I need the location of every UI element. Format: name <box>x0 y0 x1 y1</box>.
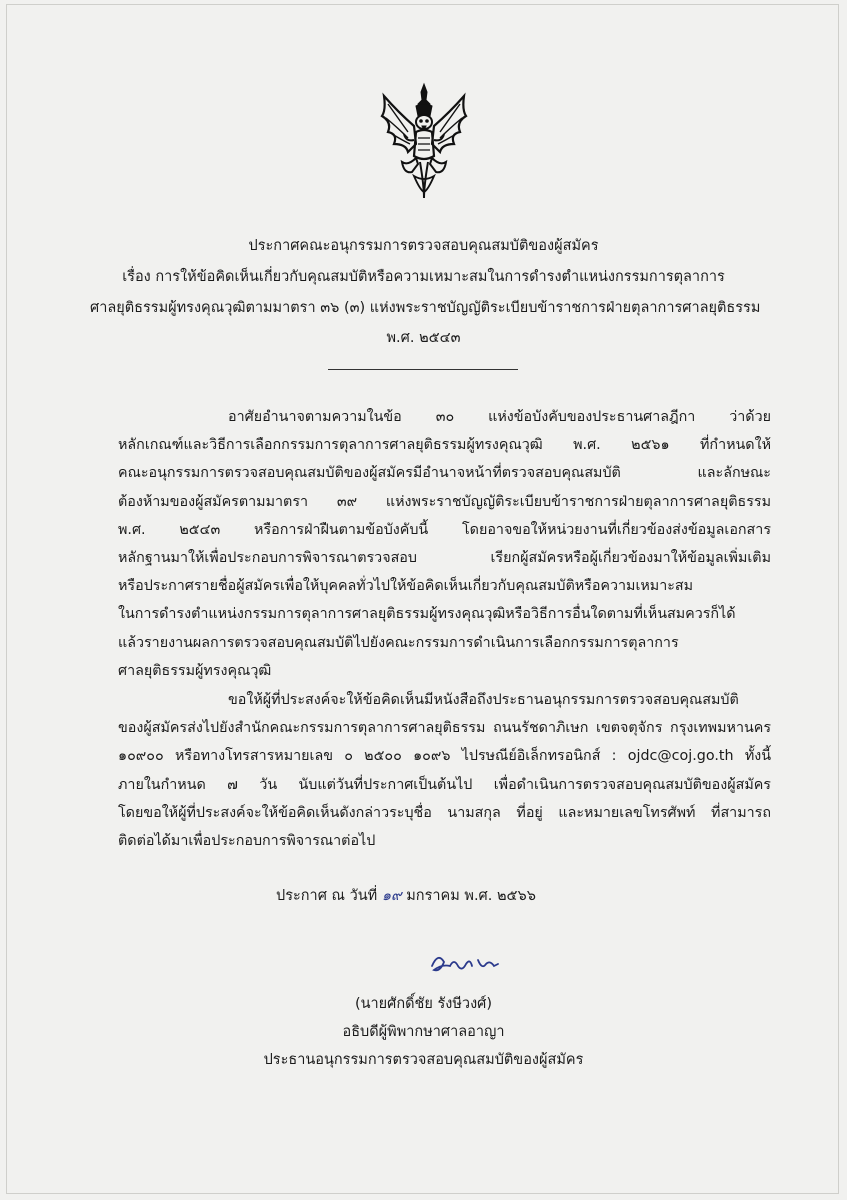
subject-year: พ.ศ. ๒๕๔๓ <box>386 330 461 346</box>
paragraph-submission <box>118 686 771 855</box>
date-prefix: ประกาศ ณ วันที่ <box>276 888 378 904</box>
announcement-date <box>276 884 536 907</box>
paragraph-line: ต้องห้ามของผู้สมัครตามมาตรา ๓๙ แห่งพระราชบัญญัติระเบียบข้าราชการฝ่ายตุลาการศาลยุติธรรม <box>118 493 771 510</box>
paragraph-line: ในการดำรงตำแหน่งกรรมการตุลาการศาลยุติธรรมผู้ทรงคุณวุฒิหรือวิธีการอื่นใดตามที่เห็นสมควรก็ได้ <box>118 606 736 623</box>
paragraph-line: หลักเกณฑ์และวิธีการเลือกกรรมการตุลาการศาลยุติธรรมผู้ทรงคุณวุฒิ พ.ศ. ๒๕๖๑ ที่กำหนดให้ <box>118 437 771 454</box>
announcement-heading: ประกาศคณะอนุกรรมการตรวจสอบคุณสมบัติของผู้สมัคร <box>248 238 599 254</box>
paragraph-line: แล้วรายงานผลการตรวจสอบคุณสมบัติไปยังคณะกรรมการดำเนินการเลือกกรรมการตุลาการ <box>118 634 679 651</box>
paragraph-line: คณะอนุกรรมการตรวจสอบคุณสมบัติของผู้สมัครมีอำนาจหน้าที่ตรวจสอบคุณสมบัติ และลักษณะ <box>118 465 771 482</box>
paragraph-authority <box>118 403 771 685</box>
heading-divider <box>328 369 518 370</box>
paragraph-line: พ.ศ. ๒๕๔๓ หรือการฝ่าฝืนตามข้อบังคับนี้ โดยอาจขอให้หน่วยงานที่เกี่ยวข้องส่งข้อมูลเอกสาร <box>118 521 771 538</box>
signatory-name: (นายศักดิ์ชัย รังษีวงศ์) <box>354 996 493 1012</box>
paragraph-line: โดยขอให้ผู้ที่ประสงค์จะให้ข้อคิดเห็นดังกล่าวระบุชื่อ นามสกุล ที่อยู่ และหมายเลขโทรศัพท์ ที่สามารถ <box>118 804 771 821</box>
signatory-title-2: ประธานอนุกรรมการตรวจสอบคุณสมบัติของผู้สมัคร <box>263 1052 584 1068</box>
paragraph-line: ติดต่อได้มาเพื่อประกอบการพิจารณาต่อไป <box>118 833 376 850</box>
paragraph-line: ภายในกำหนด ๗ วัน นับแต่วันที่ประกาศเป็นต้นไป เพื่อดำเนินการตรวจสอบคุณสมบัติของผู้สมัคร <box>118 776 771 793</box>
subject-line: เรื่อง การให้ข้อคิดเห็นเกี่ยวกับคุณสมบัติหรือความเหมาะสมในการดำรงตำแหน่งกรรมการตุลาการ <box>122 269 725 285</box>
paragraph-line: อาศัยอำนาจตามความในข้อ ๓๐ แห่งข้อบังคับของประธานศาลฎีกา ว่าด้วย <box>228 409 771 425</box>
paragraph-line: ขอให้ผู้ที่ประสงค์จะให้ข้อคิดเห็นมีหนังสือถึงประธานอนุกรรมการตรวจสอบคุณสมบัติ <box>228 692 739 708</box>
paragraph-line: ของผู้สมัครส่งไปยังสำนักคณะกรรมการตุลาการศาลยุติธรรม ถนนรัชดาภิเษก เขตจตุจักร กรุงเทพมหานคร <box>118 720 771 737</box>
paragraph-line: ๑๐๙๐๐ หรือทางโทรสารหมายเลข ๐ ๒๕๐๐ ๑๐๙๖ ไปรษณีย์อิเล็กทรอนิกส์ : ojdc@coj.go.th ทั้งนี้ <box>118 748 771 765</box>
signatory-title: อธิบดีผู้พิพากษาศาลอาญา <box>342 1024 505 1040</box>
paragraph-line: ศาลยุติธรรมผู้ทรงคุณวุฒิ <box>118 662 272 679</box>
date-suffix: มกราคม พ.ศ. ๒๕๖๖ <box>406 888 536 904</box>
garuda-emblem-icon <box>378 82 470 200</box>
paragraph-line: หรือประกาศรายชื่อผู้สมัครเพื่อให้บุคคลทั่วไปให้ข้อคิดเห็นเกี่ยวกับคุณสมบัติหรือความเหมาะสม <box>118 578 694 595</box>
date-day: ๑๙ <box>381 888 402 904</box>
subject-line-2: ศาลยุติธรรมผู้ทรงคุณวุฒิตามมาตรา ๓๖ (๓) แห่งพระราชบัญญัติระเบียบข้าราชการฝ่ายตุลาการศาลยุติธรรม <box>90 300 761 316</box>
handwritten-signature-icon <box>428 948 508 978</box>
paragraph-line: หลักฐานมาให้เพื่อประกอบการพิจารณาตรวจสอบ เรียกผู้สมัครหรือผู้เกี่ยวข้องมาให้ข้อมูลเพิ่มเติม <box>118 550 771 567</box>
